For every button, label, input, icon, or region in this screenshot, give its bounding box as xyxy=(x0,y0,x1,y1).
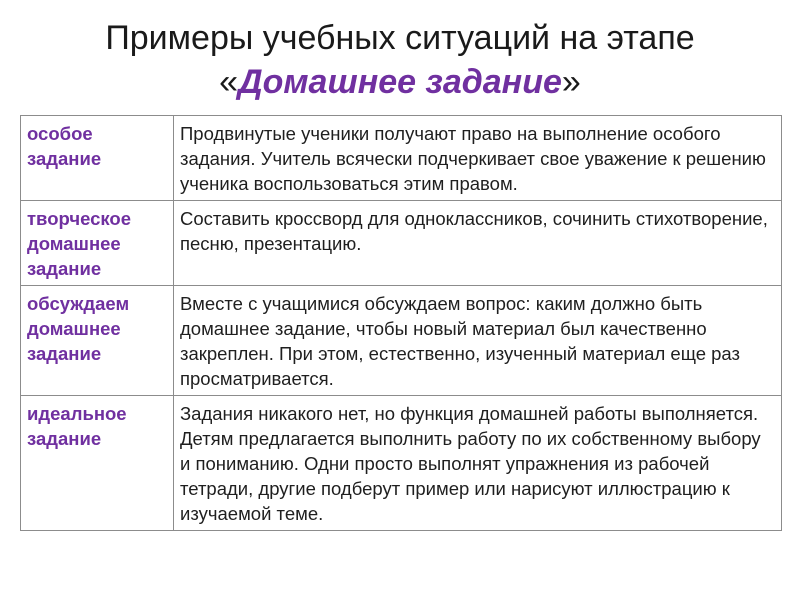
situation-term: идеальное задание xyxy=(21,396,174,531)
situation-description: Задания никакого нет, но функция домашней работы выполняется. Детям предлагается выполнить работу по их собственному выбору и пониманию. Одни просто выполнят упражнения из рабочей тетради, другие подберут пример или нарисуют иллюстрацию к изучаемой теме. xyxy=(174,396,782,531)
situation-description: Продвинутые ученики получают право на выполнение особого задания. Учитель всячески подчеркивает свое уважение к решению ученика воспользоваться этим правом. xyxy=(174,116,782,201)
situation-term: особое задание xyxy=(21,116,174,201)
table-row xyxy=(21,396,782,531)
table-row xyxy=(21,116,782,201)
title-open-quote: « xyxy=(219,63,239,101)
title-line-2 xyxy=(0,60,800,104)
situation-description: Составить кроссворд для одноклассников, сочинить стихотворение, песню, презентацию. xyxy=(174,201,782,286)
title-accent: Домашнее задание xyxy=(238,63,562,101)
table-row xyxy=(21,201,782,286)
situation-description: Вместе с учащимися обсуждаем вопрос: каким должно быть домашнее задание, чтобы новый материал был качественно закреплен. При этом, естественно, изученный материал еще раз просматривается. xyxy=(174,286,782,396)
title-line-1: Примеры учебных ситуаций на этапе xyxy=(105,19,695,57)
title-close-quote: » xyxy=(561,63,581,101)
situation-term: творческое домашнее задание xyxy=(21,201,174,286)
situations-table xyxy=(20,115,782,531)
slide-title xyxy=(0,16,800,104)
table-row xyxy=(21,286,782,396)
situation-term: обсуждаем домашнее задание xyxy=(21,286,174,396)
